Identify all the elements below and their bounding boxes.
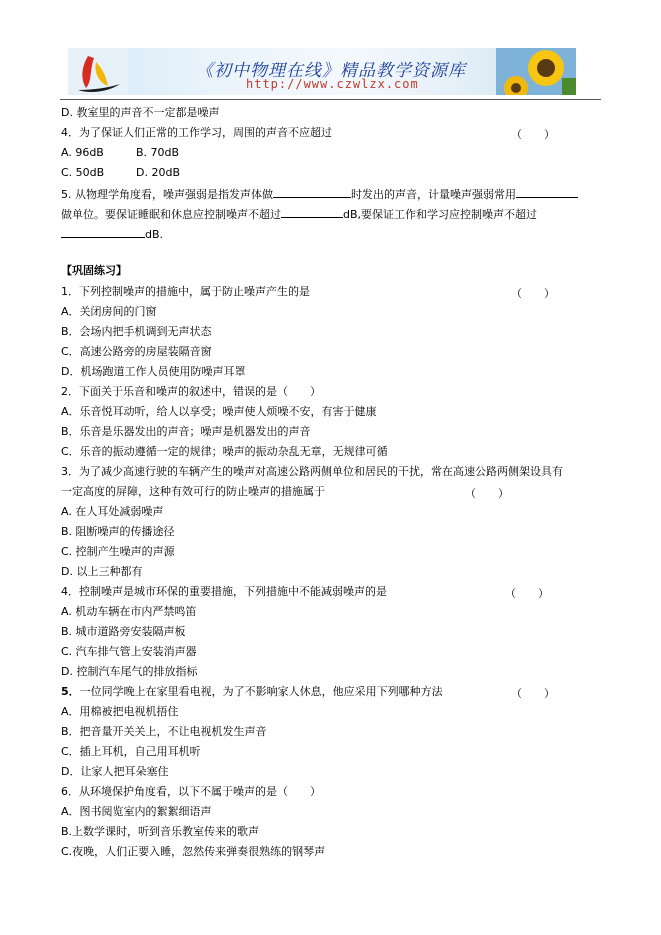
prev-q4-option-c: C. 50dB — [61, 166, 105, 179]
q2-stem: 2．下面关于乐音和噪声的叙述中，错误的是（ ） — [61, 385, 321, 398]
site-logo-icon — [68, 48, 128, 95]
q4-option-d[interactable]: D. 控制汽车尾气的排放指标 — [61, 665, 198, 678]
q4-stem: 4．控制噪声是城市环保的重要措施，下列措施中不能减弱噪声的是 — [61, 585, 387, 598]
q1-option-b[interactable]: B．会场内把手机调到无声状态 — [61, 325, 212, 338]
q1-answer-paren[interactable]: （ ） — [511, 287, 555, 300]
q2-option-a[interactable]: A．乐音悦耳动听，给人以享受；噪声使人烦噪不安，有害于健康 — [61, 405, 377, 418]
prev-q5-line1 — [61, 186, 578, 202]
banner-title: 《初中物理在线》精品教学资源库 — [196, 61, 466, 81]
q6-option-b[interactable]: B.上数学课时，听到音乐教室传来的歌声 — [61, 825, 260, 838]
q4-option-b[interactable]: B. 城市道路旁安装隔声板 — [61, 625, 186, 638]
q6-option-c[interactable]: C.夜晚，人们正要入睡，忽然传来弹奏很熟练的钢琴声 — [61, 845, 326, 858]
q4-option-c[interactable]: C. 汽车排气管上安装消声器 — [61, 645, 197, 658]
q2-option-c[interactable]: C．乐音的振动遵循一定的规律；噪声的振动杂乱无章，无规律可循 — [61, 445, 388, 458]
sunflower-icon — [496, 48, 576, 95]
prev-q4-option-b: B. 70dB — [136, 146, 180, 159]
prev-q4-option-a: A. 96dB — [61, 146, 104, 159]
prev-q4-answer-paren[interactable]: （ ） — [511, 128, 555, 141]
q1-stem: 1．下列控制噪声的措施中，属于防止噪声产生的是 — [61, 285, 310, 298]
q1-option-d[interactable]: D．机场跑道工作人员使用防噪声耳罩 — [61, 365, 246, 378]
banner-url[interactable]: http://www.czwlzx.com — [246, 77, 419, 91]
q4-answer-paren[interactable]: （ ） — [505, 587, 549, 600]
prev-q4-stem: 4．为了保证人们正常的工作学习，周围的声音不应超过 — [61, 126, 332, 139]
q5-option-a[interactable]: A．用棉被把电视机捂住 — [61, 705, 179, 718]
prev-q5-line3 — [61, 226, 163, 242]
section-title: 【巩固练习】 — [61, 264, 127, 277]
prev-q4-option-d: D. 20dB — [136, 166, 180, 179]
q1-option-c[interactable]: C．高速公路旁的房屋装隔音窗 — [61, 345, 212, 358]
q1-option-a[interactable]: A．关闭房间的门窗 — [61, 305, 157, 318]
fill-blank-2[interactable] — [516, 186, 578, 198]
prev-option-d: D. 教室里的声音不一定都是噪声 — [61, 106, 220, 119]
prev-q5-text5: dB. — [145, 228, 164, 241]
q3-option-b[interactable]: B. 阻断噪声的传播途径 — [61, 525, 175, 538]
fill-blank-4[interactable] — [61, 226, 145, 238]
prev-q5-text4: dB,要保证工作和学习应控制噪声不超过 — [343, 208, 538, 221]
q3-stem-cont: 一定高度的屏障，这种有效可行的防止噪声的措施属于 — [61, 485, 325, 498]
prev-q5-line2 — [61, 206, 537, 222]
q5-answer-paren[interactable]: （ ） — [511, 687, 555, 700]
header-divider — [60, 99, 601, 100]
q2-option-b[interactable]: B．乐音是乐器发出的声音；噪声是机器发出的声音 — [61, 425, 311, 438]
q5-option-c[interactable]: C．插上耳机，自己用耳机听 — [61, 745, 201, 758]
q5-stem: 一位同学晚上在家里看电视，为了不影响家人休息，他应采用下列哪种方法 — [79, 685, 443, 698]
q5-option-d[interactable]: D．让家人把耳朵塞住 — [61, 765, 169, 778]
fill-blank-3[interactable] — [281, 206, 343, 218]
q5-stem-line — [61, 685, 443, 699]
q4-option-a[interactable]: A. 机动车辆在市内严禁鸣笛 — [61, 605, 197, 618]
q3-option-c[interactable]: C. 控制产生噪声的声源 — [61, 545, 175, 558]
q5-number: 5． — [61, 685, 80, 698]
q6-option-a[interactable]: A．图书阅览室内的絮絮细语声 — [61, 805, 212, 818]
q3-answer-paren[interactable]: （ ） — [465, 487, 509, 500]
prev-q5-text3: 做单位。要保证睡眠和休息应控制噪声不超过 — [61, 208, 281, 221]
q3-stem: 3．为了减少高速行驶的车辆产生的噪声对高速公路两侧单位和居民的干扰，常在高速公路两侧架设具有 — [61, 465, 563, 478]
prev-q5-text1: 5. 从物理学角度看，噪声强弱是指发声体做 — [61, 188, 273, 201]
prev-q5-text2: 时发出的声音，计量噪声强弱常用 — [351, 188, 516, 201]
header-banner — [68, 48, 576, 95]
q5-option-b[interactable]: B．把音量开关关上，不让电视机发生声音 — [61, 725, 267, 738]
q3-option-a[interactable]: A. 在人耳处减弱噪声 — [61, 505, 164, 518]
q3-option-d[interactable]: D. 以上三种都有 — [61, 565, 143, 578]
q6-stem: 6．从环境保护角度看，以下不属于噪声的是（ ） — [61, 785, 321, 798]
fill-blank-1[interactable] — [273, 186, 351, 198]
